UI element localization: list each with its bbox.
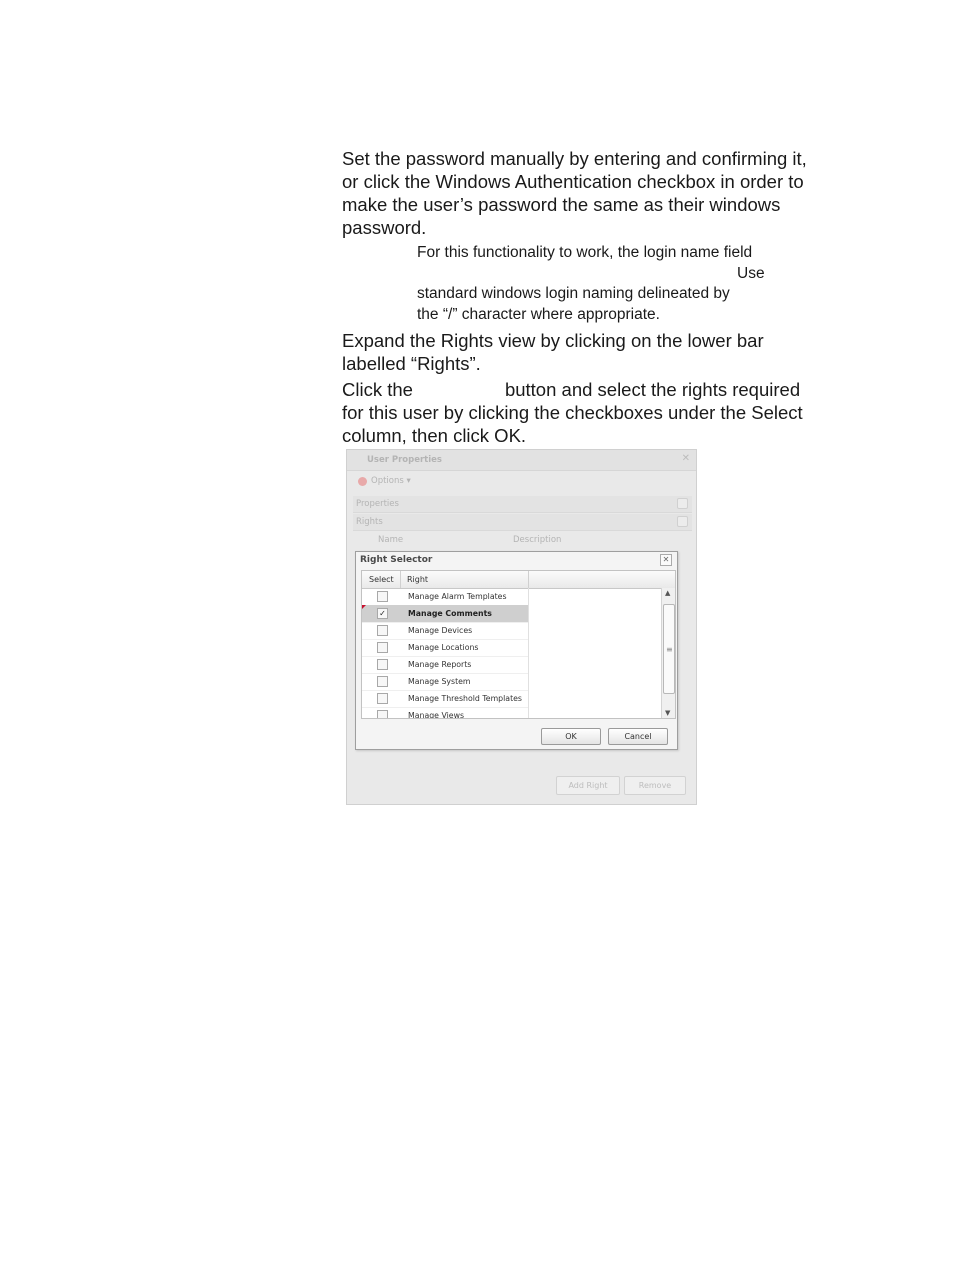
- header-separator: [400, 571, 401, 588]
- grid-scrollbar[interactable]: [661, 588, 675, 718]
- rights-row[interactable]: [362, 639, 528, 657]
- dialog-title: Right Selector: [360, 555, 433, 565]
- ok-button[interactable]: OK: [541, 728, 601, 745]
- add-right-button[interactable]: Add Right: [556, 776, 620, 795]
- paragraph-click-suffix: button and select the rights required for this user by clicking the checkboxes under the Select column, then click OK.: [342, 379, 803, 446]
- rights-row[interactable]: [362, 588, 528, 606]
- row-checkbox[interactable]: [377, 676, 388, 687]
- paragraph-password-text: Set the password manually by entering and confirming it, or click the Windows Authentication checkbox in order to make the user’s password the same as their windows password.: [342, 148, 807, 238]
- options-icon: [358, 477, 367, 486]
- paragraph-click-prefix: Click the: [342, 379, 413, 400]
- rights-row[interactable]: [362, 673, 528, 691]
- rights-row[interactable]: [362, 707, 528, 719]
- note-block: [417, 243, 787, 325]
- row-label: Manage Comments: [408, 609, 492, 618]
- row-label: Manage Locations: [408, 643, 479, 652]
- properties-section-bar[interactable]: [353, 496, 692, 513]
- row-label: Manage System: [408, 677, 471, 686]
- column-divider: [528, 588, 529, 718]
- select-column-header[interactable]: Select: [369, 575, 394, 584]
- row-checkbox[interactable]: [377, 591, 388, 602]
- rights-section-bar[interactable]: [353, 514, 692, 531]
- row-label: Manage Reports: [408, 660, 472, 669]
- cancel-button[interactable]: Cancel: [608, 728, 668, 745]
- dialog-close-icon[interactable]: ✕: [660, 554, 672, 566]
- row-label: Manage Devices: [408, 626, 473, 635]
- paragraph-password: [342, 147, 822, 239]
- row-checkbox[interactable]: [377, 625, 388, 636]
- rights-row[interactable]: [362, 622, 528, 640]
- row-checkbox[interactable]: [377, 642, 388, 653]
- note-line-2: Use: [737, 264, 765, 282]
- scroll-thumb[interactable]: [663, 604, 675, 694]
- row-checkbox[interactable]: [377, 659, 388, 670]
- rights-row[interactable]: [362, 690, 528, 708]
- rights-grid: [361, 570, 676, 719]
- options-menu[interactable]: Options ▾: [371, 476, 411, 486]
- rights-row[interactable]: [362, 656, 528, 674]
- scroll-up-icon[interactable]: ▲: [665, 589, 671, 597]
- note-line-3: standard windows login naming delineated by: [417, 285, 730, 302]
- window-close-icon[interactable]: ✕: [681, 453, 690, 464]
- description-column-header: Description: [513, 535, 562, 545]
- remove-button[interactable]: Remove: [624, 776, 686, 795]
- paragraph-click-add-right: [342, 378, 822, 447]
- window-title: User Properties: [367, 455, 442, 465]
- paragraph-click-add-right-text: [342, 378, 822, 447]
- right-selector-dialog: [355, 551, 678, 750]
- rights-section-label: Rights: [356, 517, 383, 527]
- rights-row-selected[interactable]: [362, 605, 528, 623]
- user-properties-screenshot: [346, 449, 697, 805]
- row-label: Manage Views: [408, 711, 465, 719]
- row-checkbox-checked[interactable]: ✓: [377, 608, 388, 619]
- rights-collapse-icon[interactable]: [677, 516, 688, 527]
- paragraph-expand-rights: [342, 329, 822, 375]
- rights-grid-header: [362, 571, 675, 589]
- row-checkbox[interactable]: [377, 710, 388, 719]
- note-line-4: the “/” character where appropriate.: [417, 305, 660, 323]
- window-titlebar: [347, 450, 696, 471]
- name-column-header: Name: [378, 535, 404, 545]
- row-checkbox[interactable]: [377, 693, 388, 704]
- note-line-1: For this functionality to work, the login name field: [417, 244, 753, 261]
- grip-icon: ≡: [666, 645, 673, 654]
- edit-flag-icon: [362, 605, 366, 609]
- properties-section-label: Properties: [356, 499, 399, 509]
- properties-expand-icon[interactable]: [677, 498, 688, 509]
- paragraph-expand-rights-text: Expand the Rights view by clicking on the lower bar labelled “Rights”.: [342, 330, 764, 374]
- right-column-header[interactable]: Right: [407, 575, 429, 584]
- header-separator: [528, 571, 529, 588]
- row-label: Manage Alarm Templates: [408, 592, 507, 601]
- scroll-down-icon[interactable]: ▼: [665, 709, 671, 717]
- row-label: Manage Threshold Templates: [408, 694, 522, 703]
